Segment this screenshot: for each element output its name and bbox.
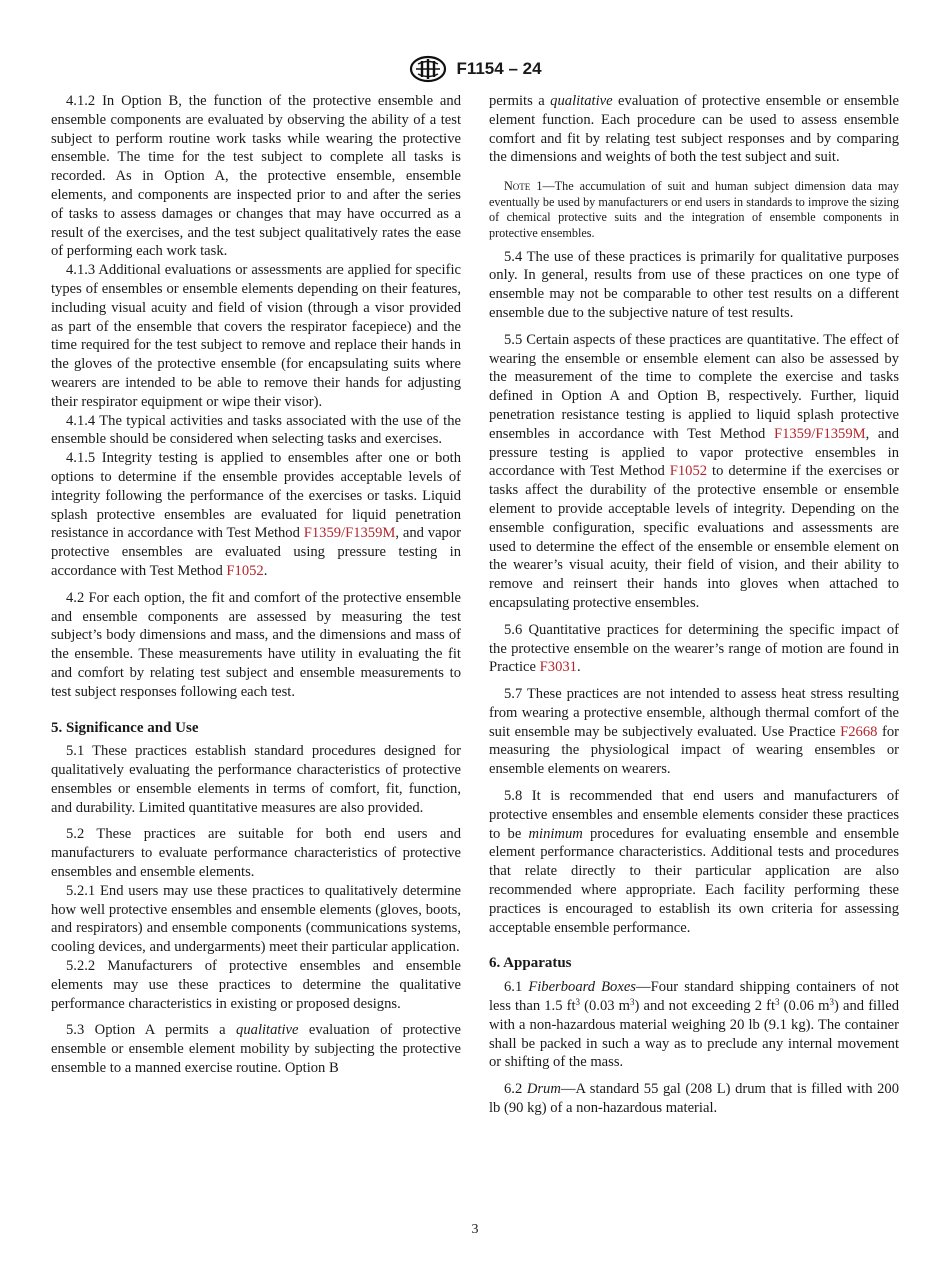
para-5-8: 5.8 It is recommended that end users and manufacturers of protective ensembles and ensemble elements consider these practices to be minimum procedures for evaluating ensemble and ensemble element performance characteristics. Additional tests and procedures that relate directly to their particular application are also recommended where appropriate. Each facility performing these practices is encouraged to establish its own criteria for assessing acceptable ensemble performance. <box>489 788 899 936</box>
para-5-3: 5.3 Option A permits a qualitative evaluation of protective ensemble or ensemble element mobility by subjecting the protective ensemble to a manned exercise routine. Option B <box>51 1022 462 1077</box>
ref-f1359-link[interactable]: F1359/F1359M <box>303 525 396 542</box>
ref-f2668-link[interactable]: F2668 <box>840 723 878 740</box>
para-5-7: 5.7 These practices are not intended to assess heat stress resulting from wearing a protective ensemble, although thermal comfort of the suit ensemble may be subjectively evaluated. Use Practice F2668 for measuring the physiological impact of wearing ensembles or ensemble elements on wearers. <box>489 686 899 778</box>
para-4-2: 4.2 For each option, the fit and comfort of the protective ensemble and ensemble components are assessed by measuring the test subject’s body dimensions and mass, and the dimensions and mass of the ensemble. These measurements have utility in evaluating the fit and comfort by relating test subject and ensemble measurements to test subject responses following each test. <box>51 589 461 700</box>
ref-f1359-link[interactable]: F1359/F1359M <box>773 425 866 442</box>
para-6-1: 6.1 Fiberboard Boxes—Four standard shipping containers of not less than 1.5 $ft^3$ (0.03 $m^3$) and not exceeding 2 $ft^3$ (0.06 $m^3$) and filled with a non-hazardous material weighing 20 lb (9.1 kg). The container shall be packed in such a way as to preclude any internal movement or shifting of the mass. <box>489 979 899 1071</box>
ref-f3031-link[interactable]: F3031 <box>539 659 577 676</box>
para-4-1-3: 4.1.3 Additional evaluations or assessments are applied for specific types of ensembles or ensemble elements depending on their features, including visual acuity and field of vision (through a visor provided as part of the ensemble that covers the respirator facepiece) and the time required for the test subject to remove and replace their hands in the gloves of the protective ensemble (for encapsulating suits where wearers are intended to be able to remove their hands for adjusting their respirator equipment or wipe their visor). <box>51 262 461 410</box>
para-4-1-4: 4.1.4 The typical activities and tasks associated with the use of the ensemble should be considered when selecting tasks and exercises. <box>51 412 461 448</box>
note-label: Note 1 <box>504 179 543 194</box>
ref-f1052-link[interactable]: F1052 <box>226 562 264 579</box>
para-5-2: 5.2 These practices are suitable for both end users and manufacturers to evaluate performance characteristics of protective ensembles and ensemble elements. <box>51 826 461 881</box>
ref-f1052-link[interactable]: F1052 <box>669 463 708 480</box>
standard-designation: F1154 – 24 <box>456 59 542 78</box>
right-column <box>489 92 899 1118</box>
para-5-6: 5.6 Quantitative practices for determining the specific impact of the protective ensemble on the wearer’s range of motion are found in Practice F3031. <box>489 621 899 676</box>
para-6-2: 6.2 Drum—A standard 55 gal (208 L) drum that is filled with 200 lb (90 kg) of a non-hazardous material. <box>489 1081 900 1117</box>
page-number: 3 <box>471 1222 479 1237</box>
left-column <box>51 92 461 1078</box>
para-5-1: 5.1 These practices establish standard procedures designed for qualitatively evaluating the performance characteristics of protective ensembles or ensemble elements in terms of comfort, fit, function, and durability. Limited quantitative measures are also provided. <box>51 743 461 816</box>
note-1: Note 1—The accumulation of suit and human subject dimension data may eventually be used by manufacturers or end users in standards to improve the sizing of chemical protective suits and the integration of ensemble components in protective ensembles. <box>489 179 899 240</box>
para-5-3-continued: permits a qualitative evaluation of protective ensemble or ensemble element function. Each procedure can be used to assess ensemble comfort and fit by relating test subject responses and by comparing the dimensions and weights of both the test subject and suit. <box>489 93 899 166</box>
para-5-5: 5.5 Certain aspects of these practices are quantitative. The effect of wearing the ensemble or ensemble element can also be assessed by the measurement of the time to complete the exercise and tasks defined in Option A and Option B, respectively. Further, liquid penetration resistance testing is applied to liquid splash protective ensembles in accordance with Test Method F1359/F1359M, and pressure testing is applied to vapor protective ensembles in accordance with Test Method F1052 to determine if the exercises or tasks affect the durability of the protective ensemble or ensemble element to provide acceptable levels of integrity. Depending on the ensemble configuration, specific evaluations and assessments are used to determine the effect of the ensemble or ensemble element on the wearer’s visual acuity, their field of vision, and their ability to remove and reinsert their hands into gloves when attached to encapsulating protective ensembles. <box>489 331 900 611</box>
para-4-1-2: 4.1.2 In Option B, the function of the protective ensemble and ensemble components are evaluated by observing the ability of a test subject to perform routine work tasks while wearing the protective ensemble. The time for the test subject to complete all tasks is recorded. As in Option A, the protective ensemble, ensemble elements, and components are inspected prior to and after the series of tasks to assess damages or changes that may have occurred as a result of the exercises, and the test subject qualitatively rates the ease of performing each work task. <box>51 93 461 260</box>
para-4-1-5: 4.1.5 Integrity testing is applied to ensembles after one or both options to determine if the ensemble provides acceptable levels of integrity following the performance of the exercises or tasks. Liquid splash protective ensembles are evaluated for liquid penetration resistance in accordance with Test Method F1359/F1359M, and vapor protective ensembles are evaluated using pressure testing in accordance with Test Method F1052. <box>51 450 462 579</box>
section-6-heading: 6. Apparatus <box>489 955 572 972</box>
page-header <box>0 55 950 85</box>
para-5-4: 5.4 The use of these practices is primarily for qualitative purposes only. In general, results from use of these practices on one type of ensemble may not be comparable to other test results on a different ensemble due to the subjective nature of test results. <box>489 248 899 321</box>
para-5-2-2: 5.2.2 Manufacturers of protective ensembles and ensemble elements may use these practices to determine the qualitative performance characteristics in existing or proposed designs. <box>51 958 461 1012</box>
para-5-2-1: 5.2.1 End users may use these practices to qualitatively determine how well protective ensembles and ensemble elements (gloves, boots, and respirators) and ensemble components (communications systems, cooling devices, and undergarments) meet their particular application. <box>51 882 461 956</box>
astm-logo-icon <box>408 55 448 83</box>
section-5-heading: 5. Significance and Use <box>51 719 199 736</box>
